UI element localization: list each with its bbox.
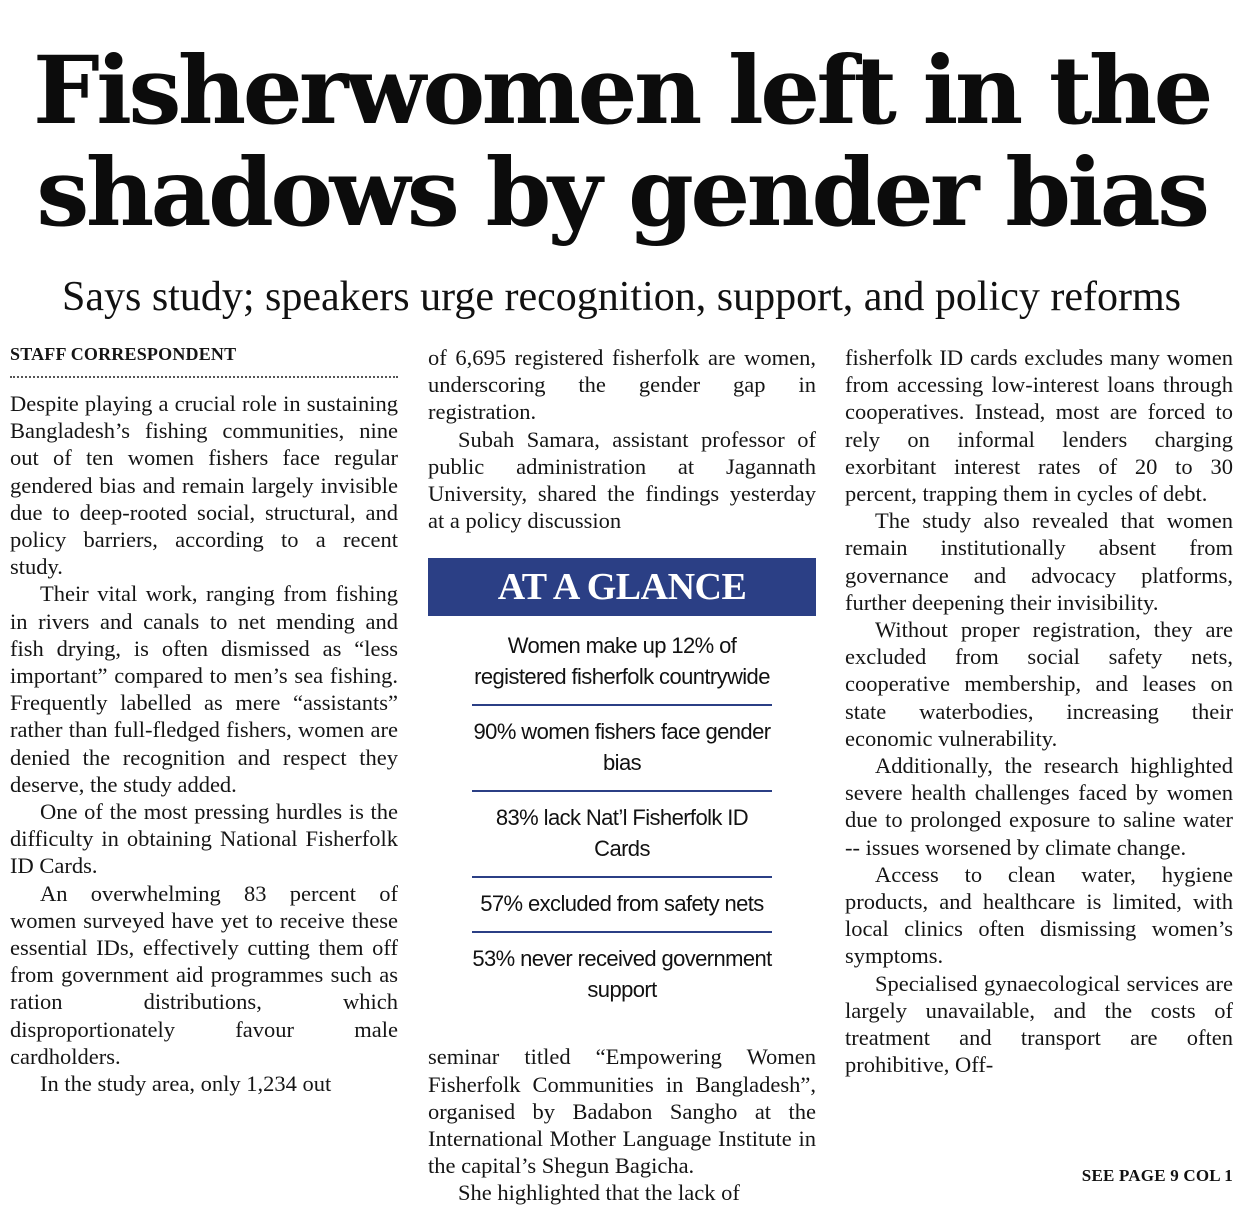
headline (0, 36, 1243, 248)
article-column-2 (428, 344, 816, 1207)
fact-item: Women make up 12% of registered fisherfolk countrywide (472, 626, 772, 706)
paragraph: She highlighted that the lack of (458, 1180, 740, 1206)
fact-item: 83% lack Nat’l Fisherfolk ID Cards (472, 792, 772, 878)
paragraph: of 6,695 registered fisherfolk are women, underscoring the gender gap in registration. (428, 345, 816, 425)
paragraph: Subah Samara, assistant professor of public administration at Jagannath University, shared the findings yesterday at a policy discussion (428, 426, 816, 534)
paragraph: In the study area, only 1,234 out (40, 1071, 332, 1097)
paragraph: One of the most pressing hurdles is the difficulty in obtaining National Fisherfolk ID Cards. (10, 799, 398, 879)
continuation-jump: SEE PAGE 9 COL 1 (1081, 1166, 1233, 1185)
article-column-1 (10, 344, 398, 1097)
byline: STAFF CORRESPONDENT (10, 344, 237, 364)
paragraph: Additionally, the research highlighted severe health challenges faced by women due to prolonged exposure to saline water -- issues worsened by climate change. (845, 753, 1233, 860)
fact-item: 90% women fishers face gender bias (472, 706, 772, 792)
paragraph: The study also revealed that women remain institutionally absent from governance and advocacy platforms, further deepening their invisibility. (845, 508, 1233, 615)
paragraph: Access to clean water, hygiene products, and healthcare is limited, with local clinics often dismissing women’s symptoms. (845, 861, 1233, 969)
paragraph: fisherfolk ID cards excludes many women from accessing low-interest loans through cooperatives. Instead, most are forced to rely on informal lenders charging exorbitant interest rates of 20 to 30 percent, trapping them in cycles of debt. (845, 345, 1233, 507)
article-column-3 (845, 344, 1233, 1078)
paragraph: An overwhelming 83 percent of women surveyed have yet to receive these essential IDs, effectively cutting them off from government aid programmes such as ration distributions, which disproportionately favour male cardholders. (10, 880, 398, 1069)
fact-list (428, 616, 816, 1017)
subheadline: Says study; speakers urge recognition, support, and policy reforms (61, 274, 1181, 320)
headline-line-1: Fisherwomen left in the (33, 36, 1210, 146)
paragraph: Despite playing a crucial role in sustaining Bangladesh’s fishing communities, nine out of ten women fishers face regular gendered bias and remain largely invisible due to deep-rooted social, structural, and policy barriers, according to a recent study. (10, 391, 398, 580)
byline-divider (10, 376, 398, 378)
headline-line-2: shadows by gender bias (36, 138, 1207, 248)
paragraph: Their vital work, ranging from fishing in rivers and canals to net mending and fish drying, is often dismissed as “less important” compared to men’s sea fishing. Frequently labelled as mere “assistants” rather than full-fledged fishers, women are denied the recognition and respect they deserve, the study added. (10, 581, 398, 797)
paragraph: Specialised gynaecological services are largely unavailable, and the costs of treatment and transport are often prohibitive, Off- (845, 970, 1233, 1078)
paragraph: seminar titled “Empowering Women Fisherfolk Communities in Bangladesh”, organised by Badabon Sangho at the International Mother Language Institute in the capital’s Shegun Bagicha. (428, 1044, 816, 1179)
at-a-glance-box (428, 558, 816, 1017)
paragraph: Without proper registration, they are excluded from social safety nets, cooperative membership, and leases on state waterbodies, increasing their economic vulnerability. (845, 617, 1233, 751)
at-a-glance-title: AT A GLANCE (428, 558, 816, 616)
fact-item: 53% never received government support (472, 946, 772, 1003)
fact-item: 57% excluded from safety nets (472, 878, 772, 933)
